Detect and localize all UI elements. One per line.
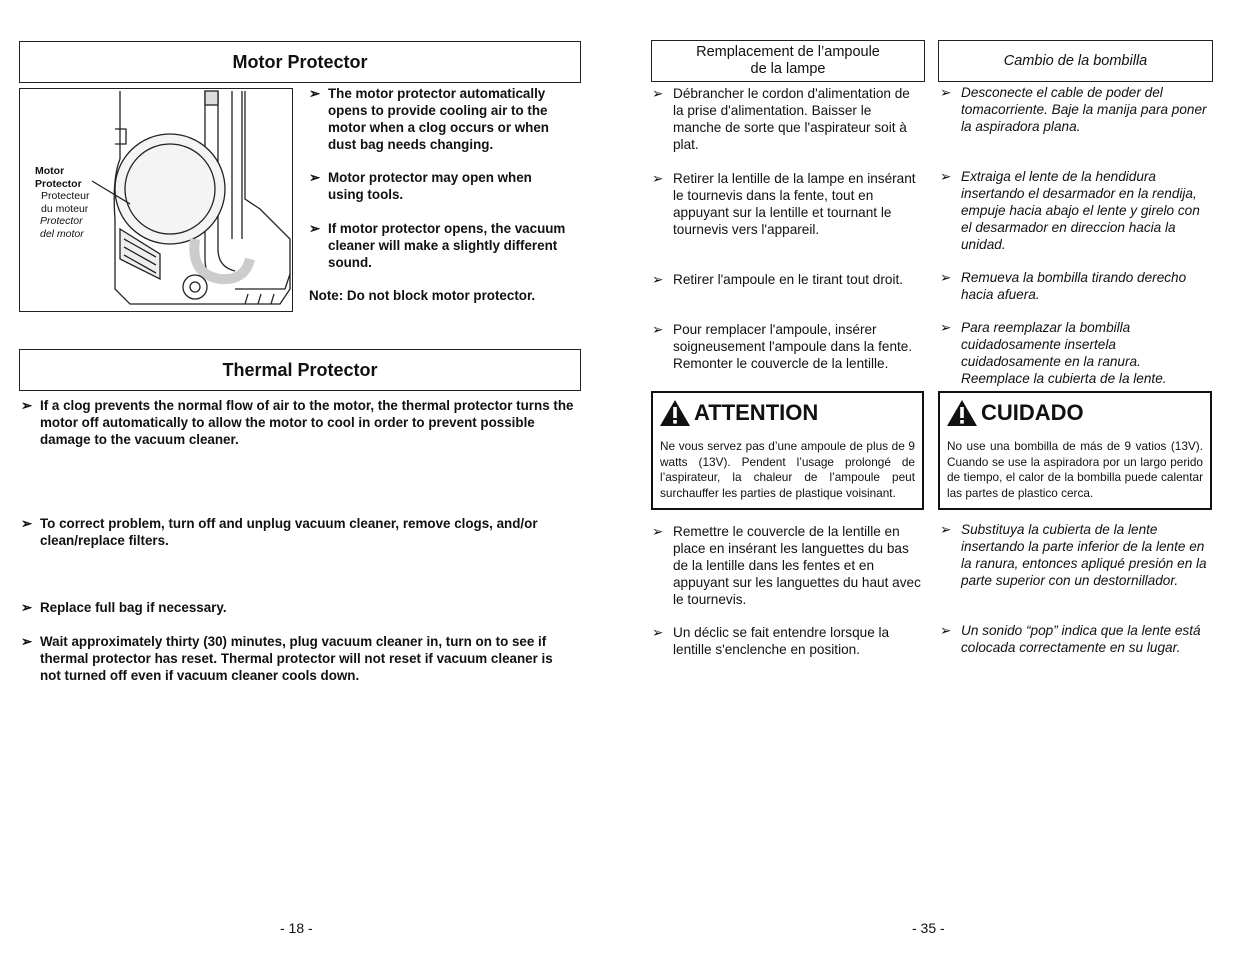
bullet-arrow: ➢ (940, 623, 952, 638)
cuidado-title (946, 399, 1084, 427)
french-heading-line2: de la lampe (750, 61, 826, 77)
fr-bullet-2: ➢ Retirer la lentille de la lampe en insérant le tournevis dans la fente, tout en appuyant sur la lentille et tournant le tournevis vers l'appareil. (652, 171, 916, 237)
thermal-bullet-4: ➢ Wait approximately thirty (30) minutes, plug vacuum cleaner in, turn on to see if thermal protector has reset. Thermal protector will not reset if vacuum cleaner is not turned off even if vacuum cleaner cools down. (21, 634, 553, 683)
thermal-bullet-2: ➢ To correct problem, turn off and unplug vacuum cleaner, remove clogs, and/or clean/replace filters. (21, 516, 538, 548)
bullet-arrow: ➢ (21, 634, 33, 649)
french-heading-line1: Remplacement de l’ampoule (696, 44, 880, 60)
bullet-arrow: ➢ (940, 270, 952, 285)
bullet-arrow: ➢ (940, 85, 952, 100)
fr-bullet-4: ➢ Pour remplacer l'ampoule, insérer soigneusement l'ampoule dans la fente. Remonter le couvercle de la lentille. (652, 322, 913, 371)
bullet-arrow: ➢ (652, 625, 664, 640)
bullet-arrow: ➢ (309, 86, 321, 101)
bullet-arrow: ➢ (940, 320, 952, 335)
warning-icon (659, 399, 691, 427)
cuidado-box (938, 391, 1212, 510)
attention-title-text: ATTENTION (694, 400, 819, 425)
cuidado-title-text: CUIDADO (981, 400, 1084, 425)
bullet-arrow: ➢ (21, 516, 33, 531)
fr-bullet-5: ➢ Remettre le couvercle de la lentille en place en insérant les languettes du bas de la lentille dans les fentes et en appuyant sur les languettes du haut avec le tournevis. (652, 524, 921, 607)
fr-bullet-1: ➢ Débrancher le cordon d'alimentation de la prise d'alimentation. Baisser le manche de sorte que l'aspirateur soit à plat. (652, 86, 910, 152)
es-bullet-3: ➢ Remueva la bombilla tirando derecho hacia afuera. (940, 270, 1187, 302)
page-number-left: - 18 - (280, 920, 313, 936)
bullet-arrow: ➢ (652, 272, 664, 287)
bullet-arrow: ➢ (652, 322, 664, 337)
page-number-right: - 35 - (912, 920, 945, 936)
motor-note: Note: Do not block motor protector. (309, 288, 536, 303)
label-es: Protector del motor (40, 215, 84, 240)
bullet-arrow: ➢ (940, 169, 952, 184)
warning-icon (946, 399, 978, 427)
bullet-arrow: ➢ (652, 86, 664, 101)
cuidado-text: No use una bombilla de más de 9 vatios (13V). Cuando se use la aspiradora por un largo perido de tiempo, el calor de la bombilla puede calentar las partes de plastico cerca. (947, 439, 1203, 500)
es-bullet-1: ➢ Desconecte el cable de poder del tomacorriente. Baje la manija para poner la aspiradora plana. (940, 85, 1207, 134)
attention-title (659, 399, 818, 427)
bullet-arrow: ➢ (652, 524, 664, 539)
attention-text: Ne vous servez pas d’une ampoule de plus de 9 watts (13V). Pendent l’usage prolongé de l’aspirateur, la chaleur de l’ampoule peut surchauffer les parties de plastique voisinant. (660, 439, 915, 500)
fr-bullet-3: ➢ Retirer l'ampoule en le tirant tout droit. (652, 272, 904, 287)
fr-bullet-6: ➢ Un déclic se fait entendre lorsque la lentille s'enclenche en position. (652, 625, 890, 657)
motor-bullet-1: ➢ The motor protector automatically opens to provide cooling air to the motor when a clog occurs or when dust bag needs changing. (309, 86, 549, 152)
thermal-bullet-1: ➢ If a clog prevents the normal flow of air to the motor, the thermal protector turns the motor off automatically to allow the motor to cool in order to prevent possible damage to the vacuum cleaner. (21, 398, 574, 447)
attention-box (651, 391, 924, 510)
vacuum-illustration (19, 88, 293, 312)
bullet-arrow: ➢ (309, 221, 321, 236)
motor-protector-heading: Motor Protector (19, 41, 581, 83)
bullet-arrow: ➢ (940, 522, 952, 537)
bullet-arrow: ➢ (309, 170, 321, 185)
es-bullet-4: ➢ Para reemplazar la bombilla cuidadosamente insertela cuidadosamente en la ranura. Reemplace la cubierta de la lente. (940, 320, 1167, 386)
thermal-bullet-3: ➢ Replace full bag if necessary. (21, 600, 227, 615)
spanish-heading: Cambio de la bombilla (938, 40, 1213, 82)
es-bullet-5: ➢ Substituya la cubierta de la lente insertando la parte inferior de la lente en la ranura, entonces apliqué presión en la parte superior con un destornillador. (940, 522, 1207, 588)
bullet-arrow: ➢ (21, 398, 33, 413)
thermal-protector-heading: Thermal Protector (19, 349, 581, 391)
bullet-arrow: ➢ (21, 600, 33, 615)
motor-bullet-3: ➢ If motor protector opens, the vacuum cleaner will make a slightly different sound. (309, 221, 566, 270)
motor-bullet-2: ➢ Motor protector may open when using tools. (309, 170, 532, 202)
french-heading (651, 40, 925, 82)
es-bullet-2: ➢ Extraiga el lente de la hendidura insertando el desarmador en la rendija, empuje hacia abajo el lente y girelo con el desarmador en direccion hacia la unidad. (940, 169, 1200, 252)
label-fr: Protecteur du moteur (41, 190, 90, 215)
label-en: Motor Protector (35, 165, 82, 190)
es-bullet-6: ➢ Un sonido “pop” indica que la lente está colocada correctamente en su lugar. (940, 623, 1201, 655)
motor-protector-label (35, 165, 105, 240)
bullet-arrow: ➢ (652, 171, 664, 186)
